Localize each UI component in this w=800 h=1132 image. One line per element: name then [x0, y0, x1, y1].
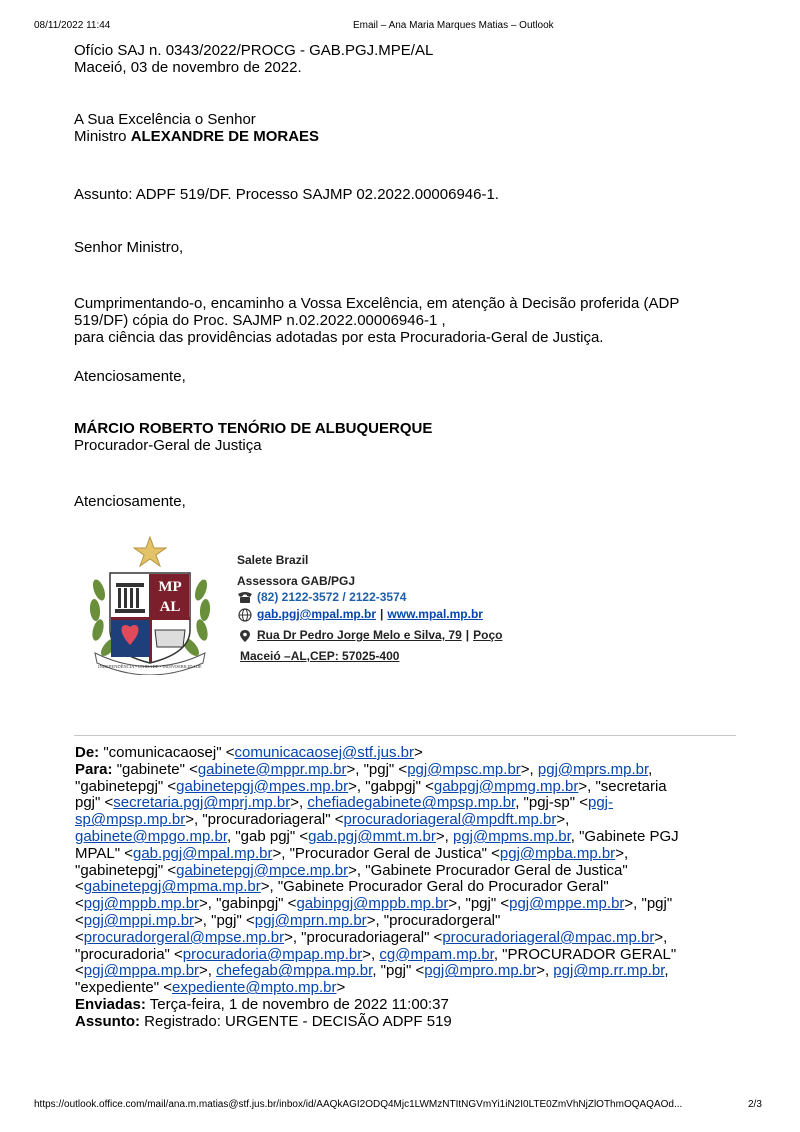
recipient-link[interactable]: pgj@mppb.mp.br [83, 895, 200, 913]
to-line: <procuradorgeral@mpse.mp.br>, "procuradoriageral" <procuradoriageral@mpac.mp.br>, [75, 928, 668, 946]
from-label: De: [75, 744, 100, 761]
star-icon [134, 537, 166, 566]
signer [74, 420, 744, 454]
recipient-link[interactable]: secretaria.pgj@mprj.mp.br [113, 794, 291, 812]
recipient-link[interactable]: gabinpgj@mppb.mp.br [296, 895, 449, 913]
signer-name: MÁRCIO ROBERTO TENÓRIO DE ALBUQUERQUE [74, 420, 433, 437]
letter-subject [74, 186, 744, 203]
salutation-text: Senhor Ministro, [74, 239, 184, 256]
recipient-link[interactable]: gabinete@mppr.mp.br [197, 760, 347, 778]
recipient-link[interactable]: cg@mpam.mp.br [379, 945, 494, 963]
to-line: pgj" <secretaria.pgj@mprj.mp.br>, chefiadegabinete@mpsp.mp.br, "pgj-sp" <pgj- [75, 794, 613, 812]
signature-phone: (82) 2122-3572 / 2122-3574 [257, 590, 407, 604]
addressee-prefix: Ministro [74, 128, 127, 145]
to-label: Para: [75, 760, 113, 778]
email-signature [237, 550, 502, 667]
recipient-link[interactable]: pgj@mppe.mp.br [509, 895, 625, 913]
signature-address-line2[interactable]: Maceió –AL,CEP: 57025-400 [240, 649, 400, 663]
message-divider [74, 735, 736, 736]
print-title: Email – Ana Maria Marques Matias – Outlook [353, 20, 554, 31]
location-pin-icon [237, 629, 253, 643]
to-line: "expediente" <expediente@mpto.mp.br> [75, 979, 346, 997]
recipient-link[interactable]: chefegab@mppa.mp.br [216, 962, 373, 980]
body-line: 519/DF) cópia do Proc. SAJMP n.02.2022.00006946-1 , [74, 312, 446, 329]
recipient-link[interactable]: pgj@mpro.mp.br [424, 962, 537, 980]
recipient-link[interactable]: pgj@mprs.mp.br [537, 760, 649, 778]
signature-email-link[interactable]: gab.pgj@mpal.mp.br [257, 607, 377, 621]
addressee-line1: A Sua Excelência o Senhor [74, 111, 256, 128]
closing-2 [74, 493, 744, 510]
recipient-link[interactable]: pgj@mpsc.mp.br [407, 760, 521, 778]
recipient-link[interactable]: pgj@mpba.mp.br [499, 844, 616, 862]
addressee [74, 111, 744, 145]
sent-value: Terça-feira, 1 de novembro de 2022 11:00:37 [149, 995, 449, 1013]
letter-header [74, 42, 744, 76]
recipient-link[interactable]: expediente@mpto.mp.br [171, 979, 337, 997]
subject-line [75, 1014, 740, 1031]
recipient-link[interactable]: procuradorgeral@mpse.mp.br [83, 928, 285, 946]
signature-address-row2 [237, 646, 502, 667]
sent-line [75, 997, 740, 1014]
recipient-link[interactable]: pgj@mppa.mp.br [83, 962, 200, 980]
signer-role: Procurador-Geral de Justiça [74, 437, 262, 454]
mpal-logo [85, 535, 215, 675]
to-line: "procuradoria" <procuradoria@mpap.mp.br>, cg@mpam.mp.br, "PROCURADOR GERAL" [75, 945, 677, 963]
recipient-link[interactable]: pgj@mp.rr.mp.br [553, 962, 665, 980]
recipient-link[interactable]: pgj@mpms.mp.br [453, 827, 571, 845]
recipient-link[interactable]: gabpgj@mpmg.mp.br [433, 777, 579, 795]
addressee-name: ALEXANDRE DE MORAES [130, 128, 320, 145]
badge-al: AL [159, 599, 181, 615]
from-email-link[interactable]: comunicacaosej@stf.jus.br [234, 744, 414, 761]
link-separator: | [380, 607, 384, 621]
to-line: <pgj@mppi.mp.br>, "pgj" <pgj@mprn.mp.br>, "procuradorgeral" [75, 911, 501, 929]
print-datetime: 08/11/2022 11:44 [34, 20, 111, 31]
ribbon-text: INDEPENDÊNCIA • UNIDADE • INDIVISIBILIDADE [98, 664, 202, 669]
badge-mp: MP [158, 579, 182, 595]
globe-icon [237, 608, 253, 622]
signature-role: Assessora GAB/PGJ [237, 574, 356, 588]
recipient-link[interactable]: sp@mpsp.mp.br [75, 811, 186, 829]
recipient-link[interactable]: pgj@mppi.mp.br [83, 911, 195, 929]
closing-text: Atenciosamente, [74, 493, 186, 510]
to-line: "gabinetepgj" <gabinetepgj@mpes.mp.br>, "gabpgj" <gabpgj@mpmg.mp.br>, "secretaria [75, 777, 667, 795]
addressee-line2 [74, 128, 744, 145]
oficio-number: Ofício SAJ n. 0343/2022/PROCG - GAB.PGJ.MPE/AL [74, 42, 434, 59]
address-separator: | [465, 628, 470, 642]
to-line: <pgj@mppa.mp.br>, chefegab@mppa.mp.br, "pgj" <pgj@mpro.mp.br>, pgj@mp.rr.mp.br, [75, 962, 669, 980]
recipient-link[interactable]: gabinetepgj@mpes.mp.br [176, 777, 349, 795]
place-date: Maceió, 03 de novembro de 2022. [74, 59, 302, 76]
sent-label: Enviadas: [75, 995, 146, 1013]
recipient-link[interactable]: chefiadegabinete@mpsp.mp.br [307, 794, 516, 812]
recipient-link[interactable]: gabinetepgj@mpce.mp.br [176, 861, 349, 879]
recipient-link[interactable]: procuradoria@mpap.mp.br [182, 945, 363, 963]
recipient-link[interactable]: gabinetepgj@mpma.mp.br [83, 878, 261, 896]
recipient-link[interactable]: gab.pgj@mpal.mp.br [133, 844, 273, 862]
signature-name: Salete Brazil [237, 553, 309, 567]
print-url: https://outlook.office.com/mail/ana.m.matias@stf.jus.br/inbox/id/AAQkAGI2ODQ4Mjc1LWMzNTItNGVmYi1iN2I0LTE0ZmVhNjZlOThmOQAQAOd... [34, 1099, 683, 1110]
subject-label: Assunto: [75, 1012, 140, 1030]
to-line: "gabinetepgj" <gabinetepgj@mpce.mp.br>, "Gabinete Procurador Geral de Justica" [75, 861, 628, 879]
recipient-link[interactable]: procuradoriageral@mpdft.mp.br [343, 811, 557, 829]
to-line: MPAL" <gab.pgj@mpal.mp.br>, "Procurador Geral de Justica" <pgj@mpba.mp.br>, [75, 844, 629, 862]
signature-links-row [237, 604, 502, 625]
to-line: <gabinetepgj@mpma.mp.br>, "Gabinete Procurador Geral do Procurador Geral" [75, 878, 609, 896]
recipient-link[interactable]: gab.pgj@mmt.m.br [308, 827, 436, 845]
recipient-link[interactable]: pgj@mprn.mp.br [254, 911, 367, 929]
body-line: Cumprimentando-o, encaminho a Vossa Excelência, em atenção à Decisão proferida (ADP [74, 295, 680, 312]
letter-body [74, 295, 744, 346]
to-line: sp@mpsp.mp.br>, "procuradoriageral" <procuradoriageral@mpdft.mp.br>, [75, 811, 570, 829]
recipient-link[interactable]: procuradoriageral@mpac.mp.br [442, 928, 655, 946]
subject-value: Registrado: URGENTE - DECISÃO ADPF 519 [144, 1012, 452, 1030]
recipient-link[interactable]: gabinete@mpgo.mp.br [75, 827, 227, 845]
telephone-icon [237, 590, 253, 604]
page-number: 2/3 [748, 1099, 762, 1110]
closing-text: Atenciosamente, [74, 368, 186, 385]
original-message-header [75, 745, 740, 1031]
from-line: De: "comunicacaosej" <comunicacaosej@stf.jus.br> [75, 744, 423, 761]
salutation [74, 239, 744, 256]
to-line: gabinete@mpgo.mp.br, "gab pgj" <gab.pgj@mmt.m.br>, pgj@mpms.mp.br, "Gabinete PGJ [75, 827, 679, 845]
signature-address-line1[interactable]: Rua Dr Pedro Jorge Melo e Silva, 79 [257, 628, 462, 642]
recipient-link[interactable]: pgj- [587, 794, 613, 812]
body-line: para ciência das providências adotadas por esta Procuradoria-Geral de Justiça. [74, 329, 604, 346]
signature-address-end[interactable]: Poço [473, 628, 503, 642]
shield-icon [110, 573, 190, 663]
subject-text: Assunto: ADPF 519/DF. Processo SAJMP 02.2022.00006946-1. [74, 186, 499, 203]
to-line: <pgj@mppb.mp.br>, "gabinpgj" <gabinpgj@mppb.mp.br>, "pgj" <pgj@mppe.mp.br>, "pgj" [75, 895, 673, 913]
closing-1 [74, 368, 744, 385]
signature-address-row [237, 625, 502, 646]
signature-phone-row [237, 590, 502, 604]
to-line: Para: "gabinete" <gabinete@mppr.mp.br>, "pgj" <pgj@mpsc.mp.br>, pgj@mprs.mp.br, [75, 760, 653, 778]
signature-website-link[interactable]: www.mpal.mp.br [387, 607, 483, 621]
